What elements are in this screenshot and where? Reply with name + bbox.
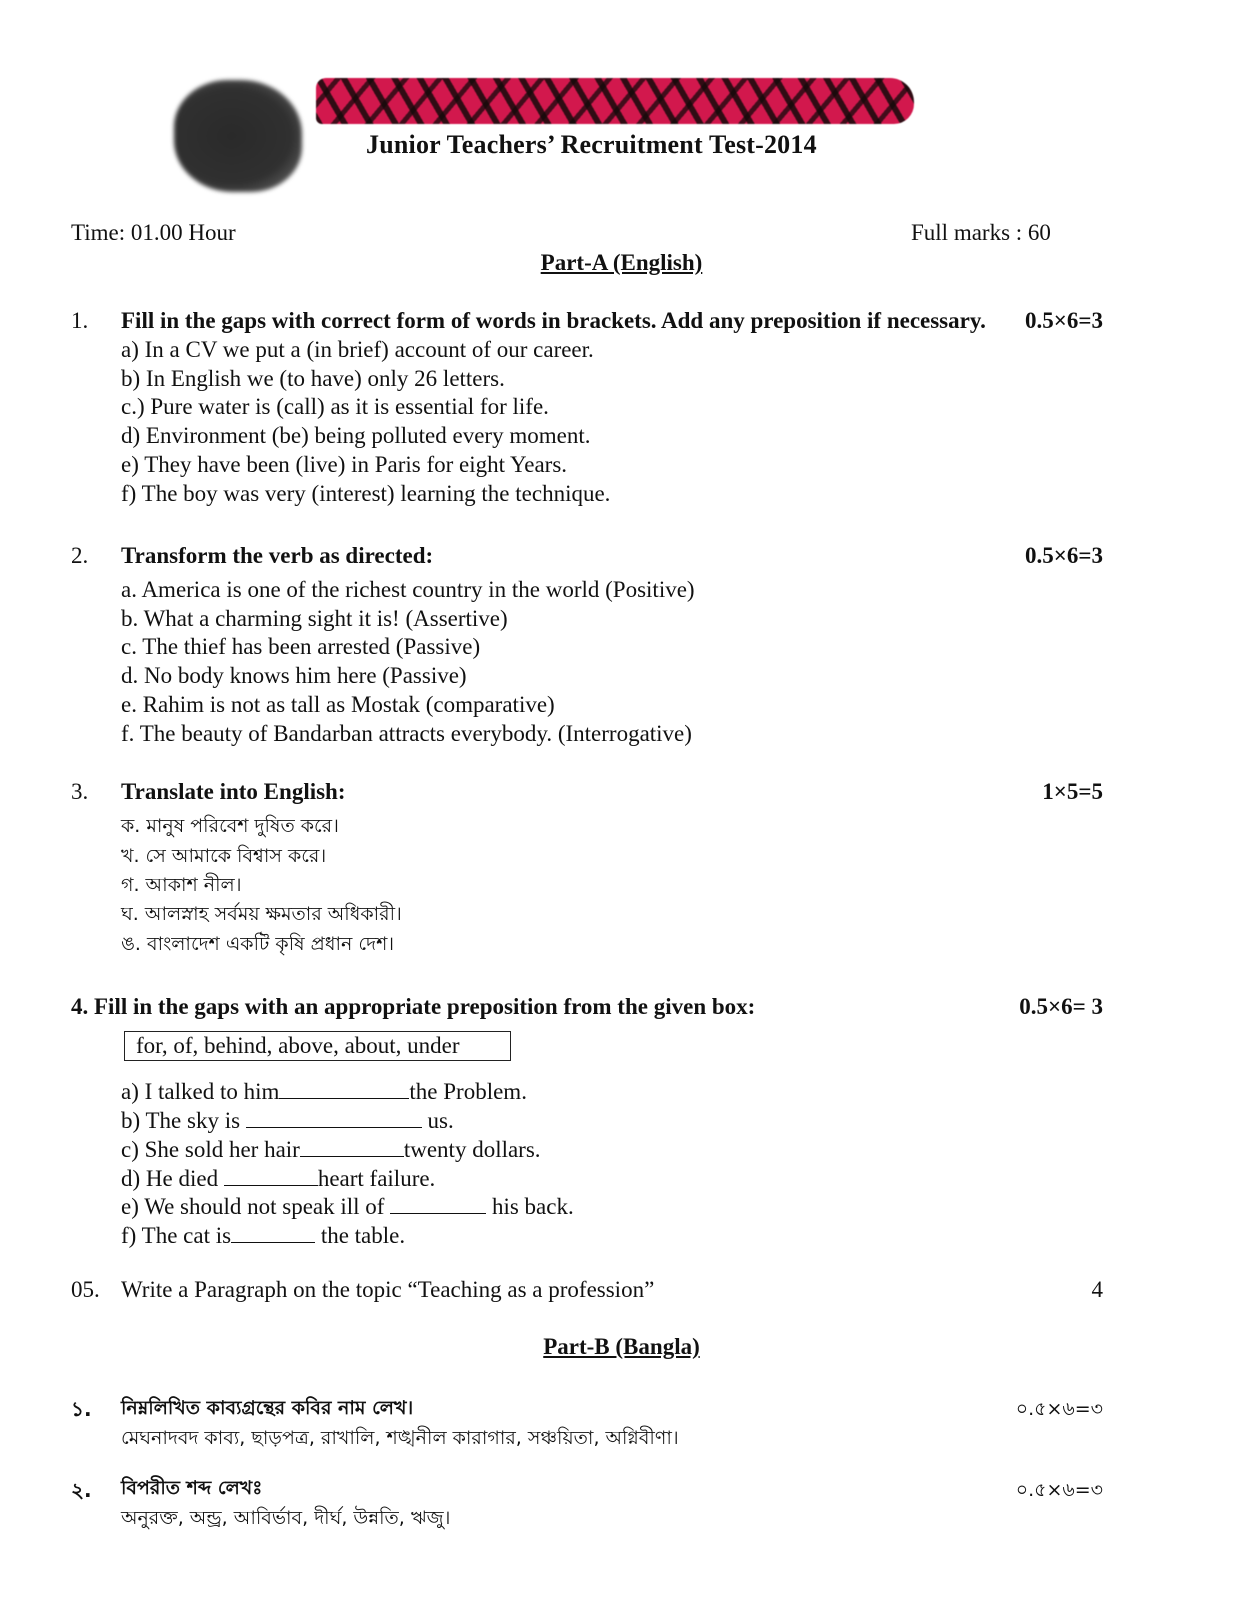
q4-item [121, 1162, 435, 1192]
q1-item: e) They have been (live) in Paris for eight Years. [121, 452, 568, 477]
q2-item: f. The beauty of Bandarban attracts everybody. (Interrogative) [121, 721, 692, 746]
q3-number: 3. [71, 779, 89, 804]
q2-marks: 0.5×6=3 [1025, 543, 1103, 568]
pb-q2-text: অনুরক্ত, অন্ড্র, আবির্ভাব, দীর্ঘ, উন্নতি, ঋজু। [121, 1507, 451, 1529]
q5-marks: 4 [1091, 1277, 1103, 1302]
gap-blank [231, 1219, 315, 1243]
gap-blank [390, 1190, 486, 1214]
q3-item: ক. মানুষ পরিবেশ দুষিত করে। [121, 815, 339, 837]
q2-item: d. No body knows him here (Passive) [121, 663, 467, 688]
q4-item-text: a) I talked to him [121, 1079, 280, 1104]
redacted-logo [174, 80, 302, 192]
pb-q2-marks: ০.৫×৬=৩ [1015, 1479, 1103, 1501]
q3-item: ঘ. আলস্নাহ সর্বময় ক্ষমতার অধিকারী। [121, 903, 402, 925]
q3-instruction: Translate into English: [121, 779, 346, 804]
q1-number: 1. [71, 308, 89, 333]
full-marks-label: Full marks : 60 [911, 220, 1051, 245]
q4-item [121, 1075, 527, 1105]
q1-instruction: Fill in the gaps with correct form of words in brackets. Add any preposition if necessary. [121, 308, 986, 333]
q4-item-text: twenty dollars. [403, 1137, 541, 1162]
q4-item-text: c) She sold her hair [121, 1137, 300, 1162]
q4-item [121, 1190, 574, 1220]
q4-item-text: heart failure. [317, 1166, 436, 1191]
gap-blank [300, 1133, 404, 1157]
pb-q1-instruction: নিম্নলিখিত কাব্যগ্রন্থের কবির নাম লেখ। [121, 1397, 414, 1419]
q4-item-text: e) We should not speak ill of [121, 1194, 391, 1219]
word-box: for, of, behind, above, about, under [124, 1031, 511, 1061]
q2-item: b. What a charming sight it is! (Assertive) [121, 606, 508, 631]
q4-item-text: f) The cat is [121, 1223, 232, 1248]
pb-q1-marks: ০.৫×৬=৩ [1015, 1398, 1103, 1420]
q4-item [121, 1219, 405, 1249]
q3-item: ঙ. বাংলাদেশ একটি কৃষি প্রধান দেশ। [121, 933, 395, 955]
part-b-heading: Part-B (Bangla) [543, 1334, 700, 1359]
q1-marks: 0.5×6=3 [1025, 308, 1103, 333]
pb-q1-text: মেঘনাদবদ কাব্য, ছাড়পত্র, রাখালি, শঙ্খনীল কারাগার, সঞ্চয়িতা, অগ্নিবীণা। [121, 1427, 679, 1449]
redacted-banner [316, 78, 914, 124]
pb-q1-number: ১. [71, 1397, 92, 1421]
gap-blank [224, 1162, 318, 1186]
gap-blank [246, 1104, 422, 1128]
pb-q2-number: ২. [71, 1478, 92, 1502]
q1-item: a) In a CV we put a (in brief) account of our career. [121, 337, 594, 362]
q3-item: গ. আকাশ নীল। [121, 874, 242, 896]
gap-blank [279, 1075, 409, 1099]
q2-instruction: Transform the verb as directed: [121, 543, 434, 568]
q4-item-text: the Problem. [409, 1079, 527, 1104]
q4-item-text: us. [421, 1108, 454, 1133]
q4-item-text: b) The sky is [121, 1108, 246, 1133]
q1-item: c.) Pure water is (call) as it is essential for life. [121, 394, 549, 419]
part-a-heading: Part-A (English) [540, 250, 703, 275]
q4-instruction: 4. Fill in the gaps with an appropriate preposition from the given box: [71, 994, 756, 1019]
q1-item: d) Environment (be) being polluted every moment. [121, 423, 591, 448]
q2-item: c. The thief has been arrested (Passive) [121, 634, 481, 659]
q1-item: f) The boy was very (interest) learning the technique. [121, 481, 611, 506]
q2-number: 2. [71, 543, 89, 568]
q4-item [121, 1104, 454, 1134]
q2-item: e. Rahim is not as tall as Mostak (comparative) [121, 692, 555, 717]
q4-item-text: d) He died [121, 1166, 224, 1191]
q4-item [121, 1133, 541, 1163]
q2-item: a. America is one of the richest country in the world (Positive) [121, 577, 695, 602]
q3-item: খ. সে আমাকে বিশ্বাস করে। [121, 845, 327, 867]
q5-number: 05. [71, 1277, 100, 1302]
q4-item-text: the table. [315, 1223, 406, 1248]
time-label: Time: 01.00 Hour [71, 220, 236, 245]
q1-item: b) In English we (to have) only 26 letters. [121, 366, 505, 391]
q4-marks: 0.5×6= 3 [1019, 994, 1103, 1019]
q5-text: Write a Paragraph on the topic “Teaching as a profession” [121, 1277, 655, 1302]
pb-q2-instruction: বিপরীত শব্দ লেখঃ [121, 1477, 263, 1499]
page-title: Junior Teachers’ Recruitment Test-2014 [366, 130, 817, 159]
q3-marks: 1×5=5 [1042, 779, 1103, 804]
q4-item-text: his back. [486, 1194, 574, 1219]
